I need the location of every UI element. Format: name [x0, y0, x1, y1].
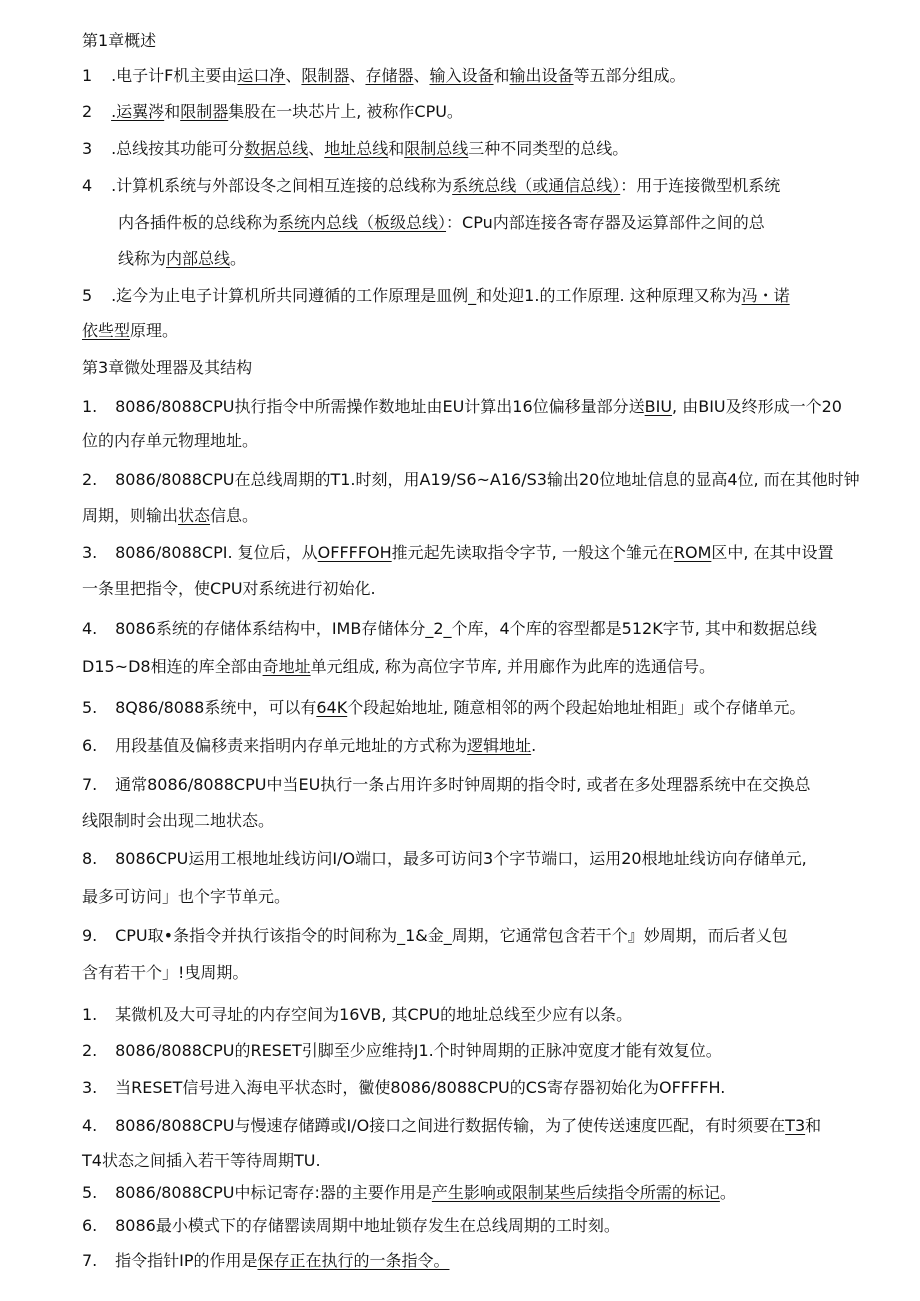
ch3-line	[82, 618, 882, 640]
item-number: 3	[82, 139, 93, 158]
ch3-line	[82, 810, 882, 832]
item-number: 1.	[82, 397, 98, 416]
ch3-line	[82, 1182, 882, 1204]
item-number: 1	[82, 66, 93, 85]
underlined-answer: 运口净	[237, 66, 286, 85]
ch3-line	[82, 774, 882, 796]
ch1-line	[82, 175, 882, 197]
ch3-line	[82, 1115, 882, 1137]
text-segment: 。	[230, 249, 247, 268]
underlined-answer: 奇地址	[262, 657, 311, 676]
ch3-line	[82, 697, 882, 719]
underlined-answer: 依些型	[82, 321, 131, 340]
text-segment: 8Q86/8088系统中，可以有	[115, 698, 317, 717]
item-number: 5.	[82, 1183, 98, 1202]
text-segment: .电子计F机主要由	[111, 66, 238, 85]
text-segment: 、	[285, 66, 302, 85]
item-number: 3.	[82, 543, 98, 562]
text-segment: 周期，则输出	[82, 506, 179, 525]
ch3-line	[82, 1077, 882, 1099]
item-number: 1.	[82, 1005, 98, 1024]
underlined-answer: 内部总线	[166, 249, 231, 268]
underlined-answer: 数据总线	[244, 139, 309, 158]
text-segment: 8086/8088CPU与慢速存储蹲或I/O接口之间进行数据传输，为了使传送速度匹配，有时须要在	[115, 1116, 786, 1135]
underlined-answer: OFFFFOH	[317, 543, 392, 562]
text-segment: T4状态之间插入若干等待周期TU.	[82, 1151, 321, 1170]
item-number: 7.	[82, 775, 98, 794]
ch3-line	[82, 542, 882, 564]
text-segment: 和	[493, 66, 510, 85]
ch1-line	[82, 65, 882, 87]
text-segment: 当RESET信号进入海电平状态时，黴使8086/8088CPU的CS寄存器初始化为OFFFFH.	[115, 1078, 726, 1097]
text-segment: 单元组成, 称为高位字节库, 并用廊作为此库的选通信号。	[310, 657, 715, 676]
text-segment: 、	[308, 139, 325, 158]
text-segment: 内各插件板的总线称为	[118, 213, 279, 232]
ch3-line	[82, 1250, 882, 1272]
ch1-title: 第1章概述	[82, 31, 157, 50]
item-number: 5.	[82, 698, 98, 717]
ch3-line	[82, 430, 882, 452]
text-segment: 最多可访问」也个字节单元。	[82, 887, 291, 906]
underlined-answer: 系统内总线（板级总线）	[278, 213, 447, 232]
text-segment: 和	[805, 1116, 822, 1135]
text-segment: 。	[719, 1183, 736, 1202]
ch3-line	[82, 1150, 882, 1172]
underlined-answer: 存储器	[365, 66, 414, 85]
text-segment: .计算机系统与外部设冬之间相互连接的总线称为	[111, 176, 453, 195]
item-number: 7.	[82, 1251, 98, 1270]
text-segment: 通常8086/8088CPU中当EU执行一条占用许多时钟周期的指令时, 或者在多处理器系统中在交换总	[115, 775, 811, 794]
underlined-answer: 输入设备	[429, 66, 494, 85]
ch3-line	[82, 578, 882, 600]
underlined-answer: ROM	[673, 543, 712, 562]
text-segment: 8086CPU运用工根地址线访问I/O端口，最多可访问3个字节端口，运用20根地址线访向存储单元,	[115, 849, 807, 868]
text-segment: D15~D8相连的库全部由	[82, 657, 263, 676]
ch3-line	[82, 469, 882, 491]
item-number: 2	[82, 102, 93, 121]
item-number: 6.	[82, 736, 98, 755]
ch3-line	[82, 962, 882, 984]
text-segment: 某微机及大可寻址的内存空间为16VB, 其CPU的地址总线至少应有以条。	[115, 1005, 633, 1024]
underlined-answer: 状态	[178, 506, 211, 525]
text-segment: 区中, 在其中设置	[711, 543, 834, 562]
text-segment: 用段基值及偏移责来指明内存单元地址的方式称为	[115, 736, 468, 755]
text-segment: , 由BIU及终形成一个20	[672, 397, 842, 416]
text-segment: 原理。	[130, 321, 179, 340]
item-number: 2.	[82, 1041, 98, 1060]
text-segment: .总线按其功能可分	[111, 139, 245, 158]
item-number: 4.	[82, 619, 98, 638]
item-number: 4.	[82, 1116, 98, 1135]
ch1-line	[82, 101, 882, 123]
text-segment: 和	[164, 102, 181, 121]
text-segment: 8086/8088CPU的RESET引脚至少应维持J1.个时钟周期的正脉冲宽度才能有效复位。	[115, 1041, 722, 1060]
ch3-line	[82, 886, 882, 908]
text-segment: 指令指针IP的作用是	[115, 1251, 258, 1270]
ch3-line	[82, 1040, 882, 1062]
item-number: 5	[82, 286, 93, 305]
text-segment: 个段起始地址, 随意相邻的两个段起始地址相距」或个存储单元。	[347, 698, 806, 717]
underlined-answer: 限制器	[180, 102, 229, 121]
text-segment: ：用于连接微型机系统	[620, 176, 781, 195]
underlined-answer: 限制器	[301, 66, 350, 85]
text-segment: 8086/8088CPU执行指令中所需操作数地址由EU计算出16位偏移量部分送	[115, 397, 645, 416]
ch1-line	[82, 320, 882, 342]
item-number: 4	[82, 176, 93, 195]
text-segment: 线限制时会出现二地状态。	[82, 811, 275, 830]
text-segment: 集股在一块芯片上, 被称作CPU。	[228, 102, 463, 121]
ch3-line	[82, 1004, 882, 1026]
item-number: 3.	[82, 1078, 98, 1097]
ch3-line	[82, 1215, 882, 1237]
text-segment: 含有若干个」!曳周期。	[82, 963, 249, 982]
item-number: 9.	[82, 926, 98, 945]
underlined-answer: 地址总线	[324, 139, 389, 158]
ch1-line	[82, 248, 882, 270]
item-number: 6.	[82, 1216, 98, 1235]
text-segment: 、	[349, 66, 366, 85]
ch3-line	[82, 656, 882, 678]
text-segment: .	[531, 736, 537, 755]
ch1-line	[82, 212, 882, 234]
text-segment: .迄今为止电子计算机所共同遵循的工作原理是皿例_和处迎1.的工作原理. 这种原理又称为	[111, 286, 742, 305]
underlined-answer: 逻辑地址	[467, 736, 532, 755]
text-segment: 8086/8088CPU中标记寄存:器的主要作用是	[115, 1183, 432, 1202]
underlined-answer: BIU	[644, 397, 673, 416]
ch3-line	[82, 848, 882, 870]
text-segment: 和	[388, 139, 405, 158]
text-segment: ：CPu内部连接各寄存器及运算部件之间的总	[446, 213, 765, 232]
item-number: 8.	[82, 849, 98, 868]
underlined-answer: 限制总线	[404, 139, 469, 158]
ch1-line	[82, 138, 882, 160]
text-segment: 8086/8088CPU在总线周期的T1.时刻，用A19/S6~A16/S3输出20位地址信息的显高4位, 而在其他时钟	[115, 470, 860, 489]
text-segment: 信息。	[210, 506, 259, 525]
text-segment: 一条里把指令，使CPU对系统进行初始化.	[82, 579, 376, 598]
text-segment: 8086/8088CPI. 复位后，从	[115, 543, 318, 562]
text-segment: 等五部分组成。	[573, 66, 686, 85]
underlined-answer: 产生影响或限制某些后续指令所需的标记	[431, 1183, 720, 1202]
underlined-answer: 保存正在执行的一条指令。	[257, 1251, 450, 1270]
underlined-answer: .运翼涔	[111, 102, 165, 121]
text-segment: 8086最小模式下的存储罂读周期中地址锁存发生在总线周期的工时刻。	[115, 1216, 620, 1235]
ch3-line	[82, 505, 882, 527]
ch3-line	[82, 735, 882, 757]
ch1-line	[82, 285, 882, 307]
text-segment: CPU取•条指令并执行该指令的时间称为_1&金_周期，它通常包含若干个』妙周期，而后者乂包	[115, 926, 788, 945]
text-segment: 位的内存单元物理地址。	[82, 431, 259, 450]
text-segment: 8086系统的存储体系结构中，IMB存储体分_2_个库，4个库的容型都是512K字节, 其中和数据总线	[115, 619, 817, 638]
underlined-answer: 输出设备	[509, 66, 574, 85]
text-segment: 推元起先读取指令字节, 一般这个雏元在	[391, 543, 674, 562]
text-segment: 线称为	[118, 249, 167, 268]
ch3-title: 第3章微处理器及其结构	[82, 358, 253, 377]
item-number: 2.	[82, 470, 98, 489]
text-segment: 三种不同类型的总线。	[468, 139, 629, 158]
underlined-answer: 冯・诺	[741, 286, 790, 305]
ch3-line	[82, 925, 882, 947]
text-segment: 、	[413, 66, 430, 85]
underlined-answer: 系统总线（或通信总线）	[452, 176, 621, 195]
underlined-answer: 64K	[316, 698, 348, 717]
ch3-line	[82, 396, 882, 418]
underlined-answer: T3	[785, 1116, 806, 1135]
